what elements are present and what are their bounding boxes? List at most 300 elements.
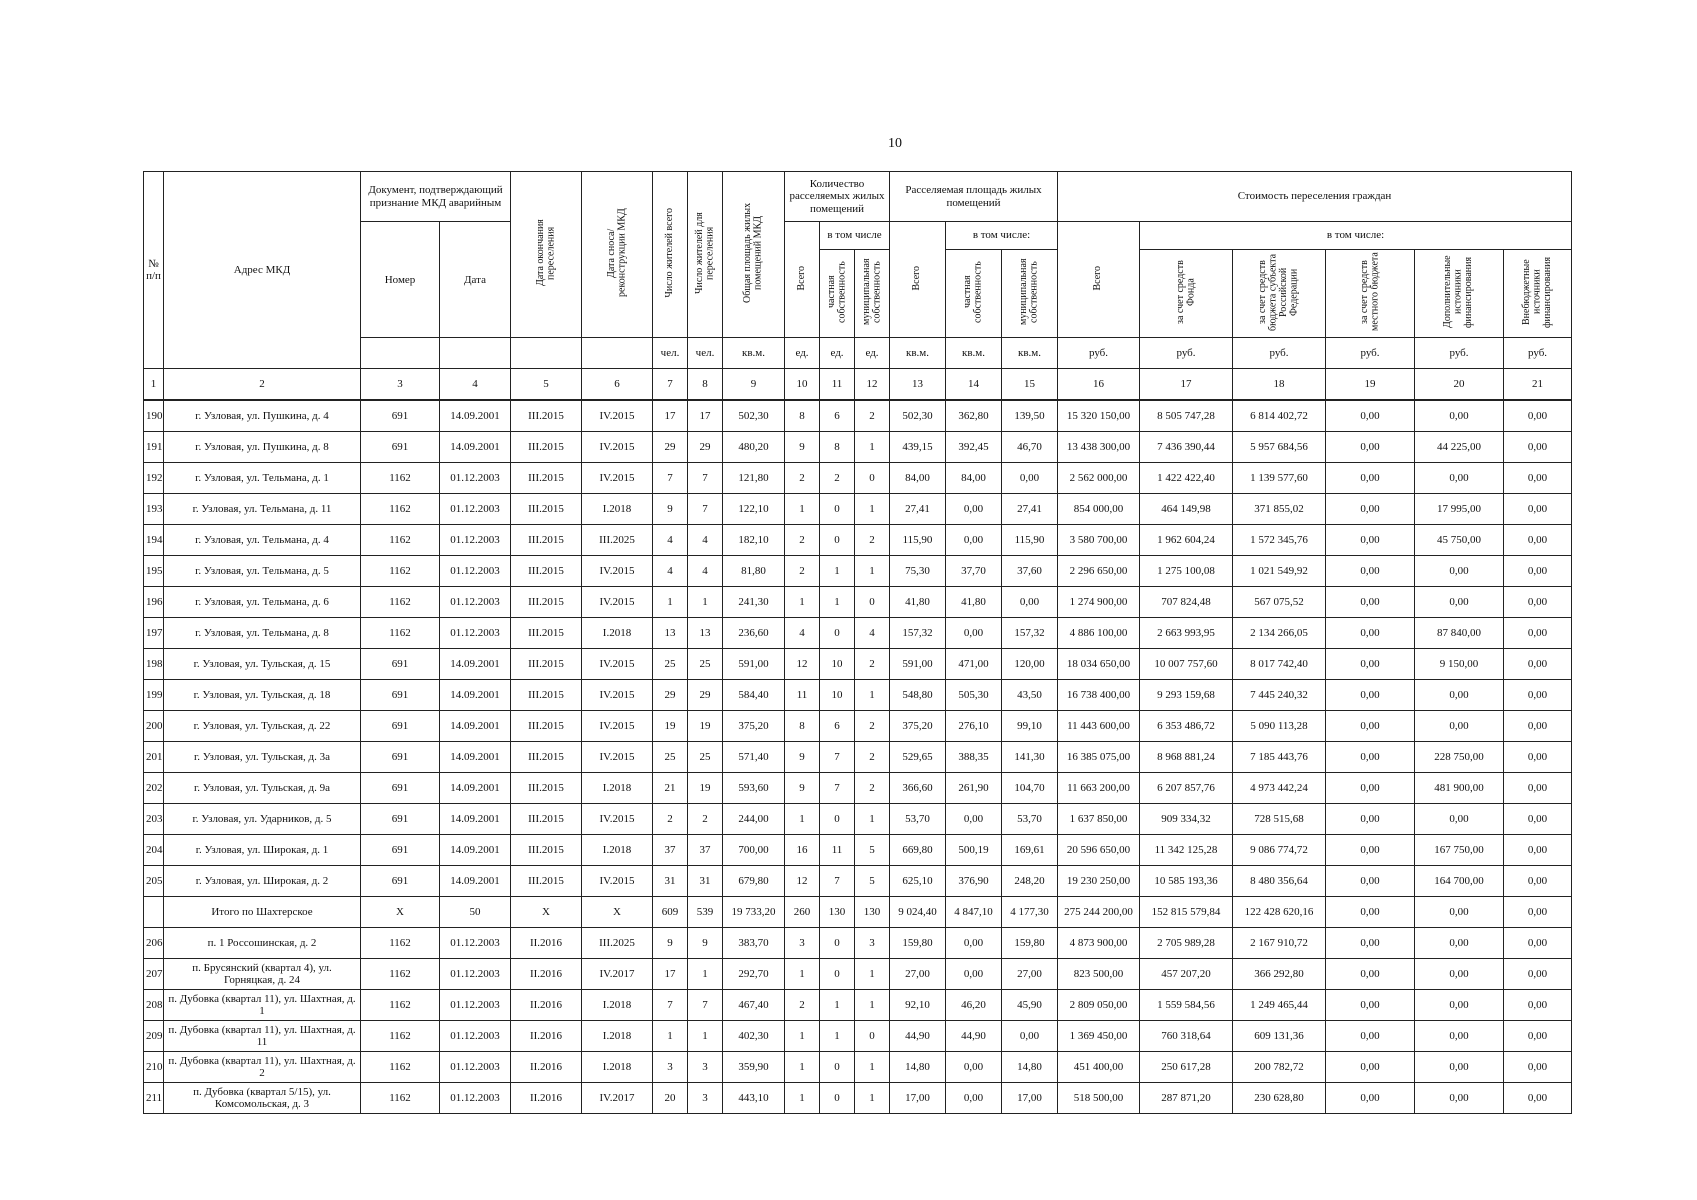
table-cell: 691 bbox=[361, 400, 440, 432]
row-number-cell: 205 bbox=[144, 866, 164, 897]
units-cell: ед. bbox=[820, 338, 855, 369]
table-cell: 457 207,20 bbox=[1140, 959, 1233, 990]
table-cell: 159,80 bbox=[1002, 928, 1058, 959]
table-cell: 366,60 bbox=[890, 773, 946, 804]
table-cell: 451 400,00 bbox=[1058, 1052, 1140, 1083]
column-number-cell: 20 bbox=[1415, 369, 1504, 401]
address-cell: г. Узловая, ул. Тульская, д. 3а bbox=[164, 742, 361, 773]
table-row bbox=[144, 959, 1572, 990]
row-number-cell: 190 bbox=[144, 400, 164, 432]
table-cell: 728 515,68 bbox=[1233, 804, 1326, 835]
table-cell: 01.12.2003 bbox=[440, 1021, 511, 1052]
table-cell: 1 249 465,44 bbox=[1233, 990, 1326, 1021]
table-cell: 27,00 bbox=[890, 959, 946, 990]
table-row bbox=[144, 711, 1572, 742]
header-nopp: № п/п bbox=[144, 172, 164, 369]
table-cell: 1162 bbox=[361, 959, 440, 990]
table-cell: 0,00 bbox=[1415, 897, 1504, 928]
header-area-private: частная собственность bbox=[946, 250, 1002, 338]
header-count-private: частная собственность bbox=[820, 250, 855, 338]
table-cell: 41,80 bbox=[890, 587, 946, 618]
table-cell: 375,20 bbox=[723, 711, 785, 742]
table-cell: I.2018 bbox=[582, 1052, 653, 1083]
table-body bbox=[144, 400, 1572, 1114]
header-count-municipal: муниципальная собственность bbox=[855, 250, 890, 338]
table-cell: II.2016 bbox=[511, 959, 582, 990]
table-cell: 529,65 bbox=[890, 742, 946, 773]
table-cell: 19 bbox=[688, 773, 723, 804]
table-cell: 1 bbox=[820, 556, 855, 587]
table-cell: 1 bbox=[855, 432, 890, 463]
units-cell: чел. bbox=[688, 338, 723, 369]
table-cell: 157,32 bbox=[1002, 618, 1058, 649]
table-cell: 25 bbox=[688, 742, 723, 773]
table-cell: 1 bbox=[785, 804, 820, 835]
units-cell: руб. bbox=[1233, 338, 1326, 369]
table-cell: 1162 bbox=[361, 928, 440, 959]
table-cell: 6 bbox=[820, 711, 855, 742]
table-cell: 584,40 bbox=[723, 680, 785, 711]
table-cell: IV.2017 bbox=[582, 1083, 653, 1114]
table-cell: 0,00 bbox=[1504, 649, 1572, 680]
table-cell: 287 871,20 bbox=[1140, 1083, 1233, 1114]
table-cell: 248,20 bbox=[1002, 866, 1058, 897]
table-cell: 0,00 bbox=[1504, 618, 1572, 649]
table-cell: 8 bbox=[785, 400, 820, 432]
table-cell: 691 bbox=[361, 804, 440, 835]
table-cell: 4 847,10 bbox=[946, 897, 1002, 928]
table-cell: 17 bbox=[653, 400, 688, 432]
table-cell: 2 809 050,00 bbox=[1058, 990, 1140, 1021]
table-cell: IV.2015 bbox=[582, 742, 653, 773]
table-cell: 4 177,30 bbox=[1002, 897, 1058, 928]
table-cell: 9 bbox=[653, 928, 688, 959]
table-cell: X bbox=[582, 897, 653, 928]
table-cell: 0,00 bbox=[1326, 804, 1415, 835]
table-cell: 0,00 bbox=[946, 1083, 1002, 1114]
table-row bbox=[144, 463, 1572, 494]
table-cell: 01.12.2003 bbox=[440, 618, 511, 649]
row-number-cell: 200 bbox=[144, 711, 164, 742]
table-cell: 01.12.2003 bbox=[440, 1052, 511, 1083]
table-cell: 241,30 bbox=[723, 587, 785, 618]
table-cell: 4 bbox=[688, 525, 723, 556]
table-cell: 29 bbox=[653, 680, 688, 711]
table-cell: IV.2015 bbox=[582, 866, 653, 897]
table-cell: 2 562 000,00 bbox=[1058, 463, 1140, 494]
column-number-cell: 19 bbox=[1326, 369, 1415, 401]
column-number-cell: 1 bbox=[144, 369, 164, 401]
units-cell-blank bbox=[440, 338, 511, 369]
table-cell: 0,00 bbox=[1326, 990, 1415, 1021]
table-cell: 0,00 bbox=[946, 928, 1002, 959]
table-cell: 2 bbox=[785, 990, 820, 1021]
address-cell: г. Узловая, ул. Тельмана, д. 11 bbox=[164, 494, 361, 525]
table-cell: 823 500,00 bbox=[1058, 959, 1140, 990]
table-cell: 854 000,00 bbox=[1058, 494, 1140, 525]
header-doc-date: Дата bbox=[440, 222, 511, 338]
table-cell: 4 886 100,00 bbox=[1058, 618, 1140, 649]
table-cell: 0,00 bbox=[1504, 990, 1572, 1021]
table-row bbox=[144, 835, 1572, 866]
table-row bbox=[144, 804, 1572, 835]
table-cell: 130 bbox=[855, 897, 890, 928]
table-cell: 0,00 bbox=[1326, 680, 1415, 711]
table-cell: 46,70 bbox=[1002, 432, 1058, 463]
table-cell: 464 149,98 bbox=[1140, 494, 1233, 525]
table-cell: 471,00 bbox=[946, 649, 1002, 680]
header-cost-fund: за счет средств Фонда bbox=[1140, 250, 1233, 338]
table-row bbox=[144, 742, 1572, 773]
units-cell: руб. bbox=[1504, 338, 1572, 369]
table-cell: 392,45 bbox=[946, 432, 1002, 463]
table-cell: II.2016 bbox=[511, 1083, 582, 1114]
header-count-total: Всего bbox=[785, 222, 820, 338]
table-cell: 200 782,72 bbox=[1233, 1052, 1326, 1083]
table-row bbox=[144, 928, 1572, 959]
row-number-cell bbox=[144, 897, 164, 928]
address-cell: п. Дубовка (квартал 11), ул. Шахтная, д. 2 bbox=[164, 1052, 361, 1083]
table-cell: I.2018 bbox=[582, 773, 653, 804]
table-cell: 1162 bbox=[361, 525, 440, 556]
table-cell: 0 bbox=[820, 804, 855, 835]
column-number-cell: 21 bbox=[1504, 369, 1572, 401]
table-cell: 37,60 bbox=[1002, 556, 1058, 587]
table-cell: 0,00 bbox=[1326, 959, 1415, 990]
table-cell: 19 bbox=[653, 711, 688, 742]
row-number-cell: 199 bbox=[144, 680, 164, 711]
table-cell: 244,00 bbox=[723, 804, 785, 835]
table-cell: 2 bbox=[855, 649, 890, 680]
column-number-cell: 12 bbox=[855, 369, 890, 401]
table-cell: 0,00 bbox=[1415, 1021, 1504, 1052]
table-cell: 10 007 757,60 bbox=[1140, 649, 1233, 680]
resettlement-table bbox=[143, 171, 1572, 1114]
table-cell: 1 275 100,08 bbox=[1140, 556, 1233, 587]
table-cell: 0,00 bbox=[1326, 1021, 1415, 1052]
table-cell: 0 bbox=[820, 494, 855, 525]
table-cell: 0,00 bbox=[1326, 587, 1415, 618]
table-cell: 1 021 549,92 bbox=[1233, 556, 1326, 587]
table-cell: 41,80 bbox=[946, 587, 1002, 618]
table-cell: 20 596 650,00 bbox=[1058, 835, 1140, 866]
table-cell: 2 663 993,95 bbox=[1140, 618, 1233, 649]
table-cell: 14.09.2001 bbox=[440, 649, 511, 680]
table-cell: 16 738 400,00 bbox=[1058, 680, 1140, 711]
column-number-cell: 16 bbox=[1058, 369, 1140, 401]
units-cell-blank bbox=[582, 338, 653, 369]
table-cell: 37 bbox=[688, 835, 723, 866]
table-row bbox=[144, 649, 1572, 680]
table-cell: 2 296 650,00 bbox=[1058, 556, 1140, 587]
table-cell: 167 750,00 bbox=[1415, 835, 1504, 866]
table-cell: 1 bbox=[688, 587, 723, 618]
table-cell: 567 075,52 bbox=[1233, 587, 1326, 618]
table-cell: 375,20 bbox=[890, 711, 946, 742]
table-cell: 1162 bbox=[361, 556, 440, 587]
table-cell: 6 353 486,72 bbox=[1140, 711, 1233, 742]
table-cell: 169,61 bbox=[1002, 835, 1058, 866]
table-cell: 443,10 bbox=[723, 1083, 785, 1114]
table-cell: 0,00 bbox=[1504, 897, 1572, 928]
address-cell: п. Дубовка (квартал 11), ул. Шахтная, д. 11 bbox=[164, 1021, 361, 1052]
column-number-cell: 17 bbox=[1140, 369, 1233, 401]
table-cell: 130 bbox=[820, 897, 855, 928]
header-area-total: Общая площадь жилых помещений МКД bbox=[723, 172, 785, 338]
table-cell: 4 873 900,00 bbox=[1058, 928, 1140, 959]
table-cell: 700,00 bbox=[723, 835, 785, 866]
table-cell: 8 968 881,24 bbox=[1140, 742, 1233, 773]
table-cell: 45 750,00 bbox=[1415, 525, 1504, 556]
table-cell: 0,00 bbox=[1326, 1052, 1415, 1083]
table-cell: 1 139 577,60 bbox=[1233, 463, 1326, 494]
column-number-cell: 8 bbox=[688, 369, 723, 401]
table-cell: 29 bbox=[653, 432, 688, 463]
table-cell: 0,00 bbox=[1504, 959, 1572, 990]
table-cell: I.2018 bbox=[582, 494, 653, 525]
table-cell: III.2015 bbox=[511, 866, 582, 897]
units-cell: кв.м. bbox=[946, 338, 1002, 369]
table-cell: 1 962 604,24 bbox=[1140, 525, 1233, 556]
table-cell: III.2025 bbox=[582, 928, 653, 959]
table-cell: 3 bbox=[653, 1052, 688, 1083]
table-cell: 17 995,00 bbox=[1415, 494, 1504, 525]
table-cell: 7 bbox=[820, 773, 855, 804]
table-cell: 164 700,00 bbox=[1415, 866, 1504, 897]
table-cell: 20 bbox=[653, 1083, 688, 1114]
table-cell: 11 663 200,00 bbox=[1058, 773, 1140, 804]
table-cell: 0,00 bbox=[946, 525, 1002, 556]
table-row bbox=[144, 866, 1572, 897]
table-row bbox=[144, 494, 1572, 525]
table-cell: 14.09.2001 bbox=[440, 804, 511, 835]
table-cell: 1 bbox=[855, 959, 890, 990]
table-cell: 1 bbox=[855, 556, 890, 587]
table-cell: 261,90 bbox=[946, 773, 1002, 804]
table-cell: 115,90 bbox=[1002, 525, 1058, 556]
table-cell: 539 bbox=[688, 897, 723, 928]
table-cell: 1 bbox=[688, 1021, 723, 1052]
table-cell: IV.2015 bbox=[582, 711, 653, 742]
table-cell: 0,00 bbox=[1326, 897, 1415, 928]
table-row bbox=[144, 990, 1572, 1021]
table-cell: 3 bbox=[688, 1052, 723, 1083]
table-cell: 2 705 989,28 bbox=[1140, 928, 1233, 959]
table-cell: X bbox=[361, 897, 440, 928]
table-cell: IV.2015 bbox=[582, 587, 653, 618]
header-residents-resettle: Число жителей для переселения bbox=[688, 172, 723, 338]
table-row bbox=[144, 773, 1572, 804]
table-cell: 0,00 bbox=[1326, 494, 1415, 525]
table-cell: 0,00 bbox=[1504, 463, 1572, 494]
column-number-cell: 7 bbox=[653, 369, 688, 401]
table-cell: 0,00 bbox=[1326, 400, 1415, 432]
table-cell: 500,19 bbox=[946, 835, 1002, 866]
table-cell: 0,00 bbox=[1504, 587, 1572, 618]
table-cell: 29 bbox=[688, 432, 723, 463]
table-cell: 502,30 bbox=[890, 400, 946, 432]
units-cell: ед. bbox=[785, 338, 820, 369]
table-cell: 0,00 bbox=[1326, 556, 1415, 587]
table-cell: 14.09.2001 bbox=[440, 866, 511, 897]
table-cell: IV.2015 bbox=[582, 400, 653, 432]
table-cell: 6 207 857,76 bbox=[1140, 773, 1233, 804]
table-cell: 2 bbox=[855, 773, 890, 804]
table-cell: 10 bbox=[820, 649, 855, 680]
table-cell: 10 bbox=[820, 680, 855, 711]
table-cell: 27,41 bbox=[890, 494, 946, 525]
table-cell: 13 bbox=[688, 618, 723, 649]
table-cell: 122 428 620,16 bbox=[1233, 897, 1326, 928]
table-cell: 01.12.2003 bbox=[440, 463, 511, 494]
table-cell: 1 bbox=[688, 959, 723, 990]
row-number-cell: 196 bbox=[144, 587, 164, 618]
table-cell: 0,00 bbox=[1326, 928, 1415, 959]
table-cell: III.2015 bbox=[511, 835, 582, 866]
row-number-cell: 210 bbox=[144, 1052, 164, 1083]
table-cell: 228 750,00 bbox=[1415, 742, 1504, 773]
table-row bbox=[144, 1021, 1572, 1052]
table-cell: 84,00 bbox=[946, 463, 1002, 494]
table-cell: III.2015 bbox=[511, 618, 582, 649]
table-cell: 9 024,40 bbox=[890, 897, 946, 928]
table-cell: 0,00 bbox=[1326, 649, 1415, 680]
table-cell: 518 500,00 bbox=[1058, 1083, 1140, 1114]
table-cell: 19 230 250,00 bbox=[1058, 866, 1140, 897]
row-number-cell: 202 bbox=[144, 773, 164, 804]
table-cell: III.2015 bbox=[511, 680, 582, 711]
table-cell: 0,00 bbox=[1504, 680, 1572, 711]
table-cell: 276,10 bbox=[946, 711, 1002, 742]
table-cell: 12 bbox=[785, 866, 820, 897]
table-row bbox=[144, 432, 1572, 463]
header-area-municipal: муниципальная собственность bbox=[1002, 250, 1058, 338]
table-cell: 1162 bbox=[361, 618, 440, 649]
table-cell: 4 bbox=[785, 618, 820, 649]
table-cell: 0,00 bbox=[1002, 463, 1058, 494]
table-cell: 7 436 390,44 bbox=[1140, 432, 1233, 463]
table-cell: 0,00 bbox=[1002, 587, 1058, 618]
address-cell: г. Узловая, ул. Тельмана, д. 5 bbox=[164, 556, 361, 587]
table-cell: 9 086 774,72 bbox=[1233, 835, 1326, 866]
table-cell: 6 bbox=[820, 400, 855, 432]
table-cell: 691 bbox=[361, 773, 440, 804]
table-cell: III.2015 bbox=[511, 494, 582, 525]
table-cell: 53,70 bbox=[1002, 804, 1058, 835]
table-cell: 2 167 910,72 bbox=[1233, 928, 1326, 959]
header-resettle-end: Дата окончания переселения bbox=[511, 172, 582, 338]
table-cell: 14.09.2001 bbox=[440, 400, 511, 432]
table-cell: III.2015 bbox=[511, 463, 582, 494]
table-cell: 0,00 bbox=[1415, 1052, 1504, 1083]
table-cell: 25 bbox=[688, 649, 723, 680]
table-cell: 1 bbox=[820, 1021, 855, 1052]
table-cell: 84,00 bbox=[890, 463, 946, 494]
table-cell: 1 369 450,00 bbox=[1058, 1021, 1140, 1052]
table-cell: 3 bbox=[688, 1083, 723, 1114]
table-cell: 707 824,48 bbox=[1140, 587, 1233, 618]
table-cell: 609 bbox=[653, 897, 688, 928]
table-cell: 01.12.2003 bbox=[440, 525, 511, 556]
table-cell: 0,00 bbox=[1504, 866, 1572, 897]
table-cell: 909 334,32 bbox=[1140, 804, 1233, 835]
table-row bbox=[144, 400, 1572, 432]
table-cell: 760 318,64 bbox=[1140, 1021, 1233, 1052]
table-cell: 7 bbox=[820, 742, 855, 773]
table-cell: IV.2015 bbox=[582, 556, 653, 587]
table-cell: 691 bbox=[361, 866, 440, 897]
address-cell: г. Узловая, ул. Пушкина, д. 8 bbox=[164, 432, 361, 463]
table-cell: 2 bbox=[688, 804, 723, 835]
table-cell: 17,00 bbox=[1002, 1083, 1058, 1114]
table-cell: 7 bbox=[653, 990, 688, 1021]
table-row bbox=[144, 525, 1572, 556]
table-cell: 691 bbox=[361, 711, 440, 742]
table-cell: 250 617,28 bbox=[1140, 1052, 1233, 1083]
address-cell: г. Узловая, ул. Тельмана, д. 8 bbox=[164, 618, 361, 649]
table-cell: 9 293 159,68 bbox=[1140, 680, 1233, 711]
table-cell: 9 bbox=[688, 928, 723, 959]
table-cell: 92,10 bbox=[890, 990, 946, 1021]
table-row bbox=[144, 587, 1572, 618]
table-cell: 0,00 bbox=[1415, 990, 1504, 1021]
header-cost-extra: Дополнительные источники финансирования bbox=[1415, 250, 1504, 338]
table-cell: 0,00 bbox=[1326, 866, 1415, 897]
table-cell: 1 422 422,40 bbox=[1140, 463, 1233, 494]
table-cell: 01.12.2003 bbox=[440, 990, 511, 1021]
table-cell: 87 840,00 bbox=[1415, 618, 1504, 649]
header-area-sub-total: Всего bbox=[890, 222, 946, 338]
table-cell: 0 bbox=[820, 959, 855, 990]
table-cell: 4 bbox=[653, 556, 688, 587]
table-cell: 1 bbox=[785, 587, 820, 618]
table-cell: 7 bbox=[688, 494, 723, 525]
table-cell: 13 bbox=[653, 618, 688, 649]
table-cell: 8 480 356,64 bbox=[1233, 866, 1326, 897]
table-cell: 27,41 bbox=[1002, 494, 1058, 525]
table-cell: 8 bbox=[820, 432, 855, 463]
row-number-cell: 207 bbox=[144, 959, 164, 990]
table-cell: 7 bbox=[688, 463, 723, 494]
table-cell: 0 bbox=[820, 1083, 855, 1114]
header-cost-incl: в том числе: bbox=[1140, 222, 1572, 250]
total-row bbox=[144, 897, 1572, 928]
table-cell: 383,70 bbox=[723, 928, 785, 959]
column-number-cell: 4 bbox=[440, 369, 511, 401]
table-row bbox=[144, 680, 1572, 711]
table-cell: III.2025 bbox=[582, 525, 653, 556]
table-cell: 37 bbox=[653, 835, 688, 866]
table-cell: 17,00 bbox=[890, 1083, 946, 1114]
column-number-cell: 9 bbox=[723, 369, 785, 401]
table-cell: 14,80 bbox=[1002, 1052, 1058, 1083]
units-cell: руб. bbox=[1326, 338, 1415, 369]
table-cell: 0,00 bbox=[1326, 835, 1415, 866]
table-cell: 01.12.2003 bbox=[440, 959, 511, 990]
header-cost-offbudget: Внебюджетные источники финансирования bbox=[1504, 250, 1572, 338]
table-cell: 2 bbox=[785, 525, 820, 556]
row-number-cell: 197 bbox=[144, 618, 164, 649]
table-cell: 0,00 bbox=[1415, 959, 1504, 990]
table-cell: II.2016 bbox=[511, 1052, 582, 1083]
units-cell: кв.м. bbox=[1002, 338, 1058, 369]
column-number-cell: 2 bbox=[164, 369, 361, 401]
table-cell: 467,40 bbox=[723, 990, 785, 1021]
table-cell: 44,90 bbox=[946, 1021, 1002, 1052]
table-row bbox=[144, 1052, 1572, 1083]
table-cell: 7 bbox=[653, 463, 688, 494]
table-cell: II.2016 bbox=[511, 1021, 582, 1052]
